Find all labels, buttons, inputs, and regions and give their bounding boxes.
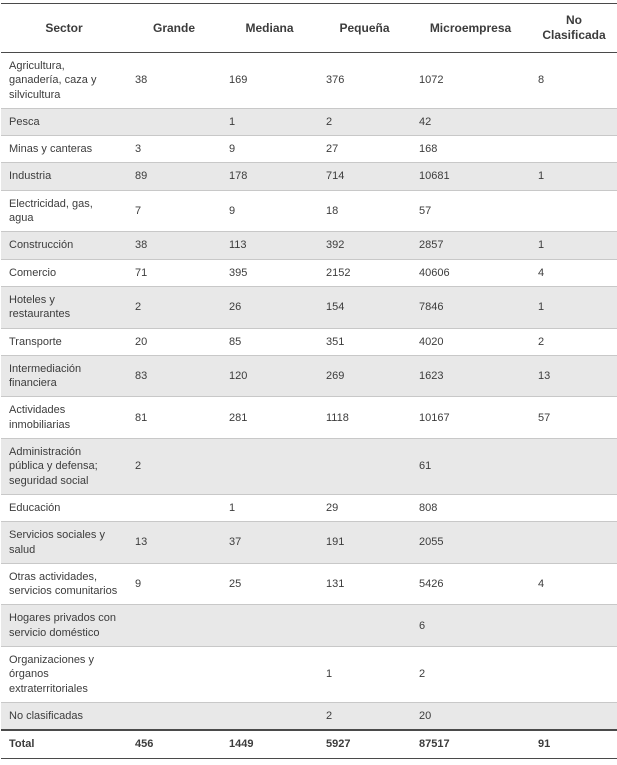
value-cell: 191 — [318, 522, 411, 564]
value-cell: 1118 — [318, 397, 411, 439]
value-cell: 8 — [530, 53, 617, 109]
value-cell — [221, 702, 318, 730]
value-cell — [127, 108, 221, 135]
value-cell: 18 — [318, 190, 411, 232]
value-cell: 2 — [127, 439, 221, 495]
value-cell: 57 — [411, 190, 530, 232]
sector-cell: Pesca — [1, 108, 127, 135]
value-cell — [318, 605, 411, 647]
header-row — [1, 4, 617, 53]
value-cell: 1 — [530, 286, 617, 328]
table-row — [1, 163, 617, 190]
column-header-4: Microempresa — [411, 4, 530, 53]
table-row — [1, 702, 617, 730]
value-cell — [530, 494, 617, 521]
value-cell: 38 — [127, 232, 221, 259]
value-cell — [127, 494, 221, 521]
sector-cell: Transporte — [1, 328, 127, 355]
table-row — [1, 397, 617, 439]
value-cell: 178 — [221, 163, 318, 190]
value-cell — [221, 439, 318, 495]
value-cell: 269 — [318, 355, 411, 397]
table-row — [1, 563, 617, 605]
value-cell: 808 — [411, 494, 530, 521]
sector-cell: Comercio — [1, 259, 127, 286]
value-cell: 37 — [221, 522, 318, 564]
value-cell — [318, 439, 411, 495]
value-cell: 38 — [127, 53, 221, 109]
value-cell: 26 — [221, 286, 318, 328]
table-row — [1, 190, 617, 232]
value-cell: 42 — [411, 108, 530, 135]
table-header — [1, 4, 617, 53]
sector-cell: Agricultura, ganadería, caza y silvicultura — [1, 53, 127, 109]
value-cell: 2055 — [411, 522, 530, 564]
table-row — [1, 259, 617, 286]
value-cell: 20 — [411, 702, 530, 730]
sector-cell: Hoteles y restaurantes — [1, 286, 127, 328]
value-cell: 85 — [221, 328, 318, 355]
value-cell: 1623 — [411, 355, 530, 397]
table-body — [1, 53, 617, 759]
value-cell — [530, 522, 617, 564]
sector-cell: Actividades inmobiliarias — [1, 397, 127, 439]
value-cell: 2 — [411, 647, 530, 703]
value-cell — [127, 647, 221, 703]
sector-cell: Hogares privados con servicio doméstico — [1, 605, 127, 647]
value-cell: 20 — [127, 328, 221, 355]
table-row — [1, 328, 617, 355]
value-cell — [127, 702, 221, 730]
value-cell — [127, 605, 221, 647]
sector-cell: Administración pública y defensa; seguridad social — [1, 439, 127, 495]
value-cell — [530, 439, 617, 495]
value-cell: 6 — [411, 605, 530, 647]
value-cell: 456 — [127, 730, 221, 758]
table-row — [1, 286, 617, 328]
value-cell: 392 — [318, 232, 411, 259]
value-cell: 281 — [221, 397, 318, 439]
value-cell: 7846 — [411, 286, 530, 328]
table-row — [1, 439, 617, 495]
value-cell: 10167 — [411, 397, 530, 439]
sector-cell: Minas y canteras — [1, 136, 127, 163]
value-cell: 120 — [221, 355, 318, 397]
value-cell — [530, 702, 617, 730]
value-cell: 113 — [221, 232, 318, 259]
value-cell: 71 — [127, 259, 221, 286]
total-row — [1, 730, 617, 758]
value-cell: 2857 — [411, 232, 530, 259]
table-row — [1, 647, 617, 703]
value-cell: 3 — [127, 136, 221, 163]
column-header-5: No Clasificada — [530, 4, 617, 53]
value-cell: 714 — [318, 163, 411, 190]
sector-cell: Electricidad, gas, agua — [1, 190, 127, 232]
value-cell — [530, 190, 617, 232]
value-cell: 1 — [530, 232, 617, 259]
table-row — [1, 494, 617, 521]
column-header-3: Pequeña — [318, 4, 411, 53]
value-cell: 2 — [318, 702, 411, 730]
sector-cell: Servicios sociales y salud — [1, 522, 127, 564]
value-cell: 83 — [127, 355, 221, 397]
total-label-cell: Total — [1, 730, 127, 758]
value-cell: 4 — [530, 563, 617, 605]
value-cell: 2 — [127, 286, 221, 328]
value-cell: 1 — [318, 647, 411, 703]
value-cell: 1 — [221, 494, 318, 521]
value-cell: 40606 — [411, 259, 530, 286]
value-cell: 7 — [127, 190, 221, 232]
table-row — [1, 108, 617, 135]
value-cell: 2 — [318, 108, 411, 135]
value-cell: 168 — [411, 136, 530, 163]
value-cell: 89 — [127, 163, 221, 190]
value-cell: 351 — [318, 328, 411, 355]
table-row — [1, 605, 617, 647]
value-cell: 9 — [127, 563, 221, 605]
value-cell: 131 — [318, 563, 411, 605]
column-header-0: Sector — [1, 4, 127, 53]
sector-cell: Organizaciones y órganos extraterritoriales — [1, 647, 127, 703]
value-cell: 376 — [318, 53, 411, 109]
value-cell: 1449 — [221, 730, 318, 758]
value-cell — [530, 605, 617, 647]
sector-cell: Construcción — [1, 232, 127, 259]
value-cell: 169 — [221, 53, 318, 109]
value-cell — [530, 136, 617, 163]
column-header-2: Mediana — [221, 4, 318, 53]
value-cell: 25 — [221, 563, 318, 605]
value-cell: 2152 — [318, 259, 411, 286]
value-cell: 395 — [221, 259, 318, 286]
table-row — [1, 355, 617, 397]
value-cell: 9 — [221, 136, 318, 163]
column-header-1: Grande — [127, 4, 221, 53]
value-cell: 81 — [127, 397, 221, 439]
table-row — [1, 522, 617, 564]
table-row — [1, 232, 617, 259]
value-cell — [530, 108, 617, 135]
value-cell — [530, 647, 617, 703]
value-cell: 57 — [530, 397, 617, 439]
value-cell: 87517 — [411, 730, 530, 758]
value-cell: 154 — [318, 286, 411, 328]
value-cell — [221, 605, 318, 647]
sector-cell: No clasificadas — [1, 702, 127, 730]
value-cell: 5927 — [318, 730, 411, 758]
value-cell: 5426 — [411, 563, 530, 605]
sector-size-table — [1, 3, 617, 759]
value-cell: 61 — [411, 439, 530, 495]
table-row — [1, 136, 617, 163]
value-cell: 1 — [530, 163, 617, 190]
value-cell — [221, 647, 318, 703]
sector-cell: Intermediación financiera — [1, 355, 127, 397]
value-cell: 27 — [318, 136, 411, 163]
value-cell: 2 — [530, 328, 617, 355]
value-cell: 13 — [127, 522, 221, 564]
value-cell: 4 — [530, 259, 617, 286]
sector-cell: Industria — [1, 163, 127, 190]
value-cell: 1072 — [411, 53, 530, 109]
value-cell: 9 — [221, 190, 318, 232]
value-cell: 10681 — [411, 163, 530, 190]
sector-cell: Educación — [1, 494, 127, 521]
value-cell: 29 — [318, 494, 411, 521]
value-cell: 91 — [530, 730, 617, 758]
table-row — [1, 53, 617, 109]
value-cell: 1 — [221, 108, 318, 135]
value-cell: 13 — [530, 355, 617, 397]
sector-cell: Otras actividades, servicios comunitarios — [1, 563, 127, 605]
value-cell: 4020 — [411, 328, 530, 355]
